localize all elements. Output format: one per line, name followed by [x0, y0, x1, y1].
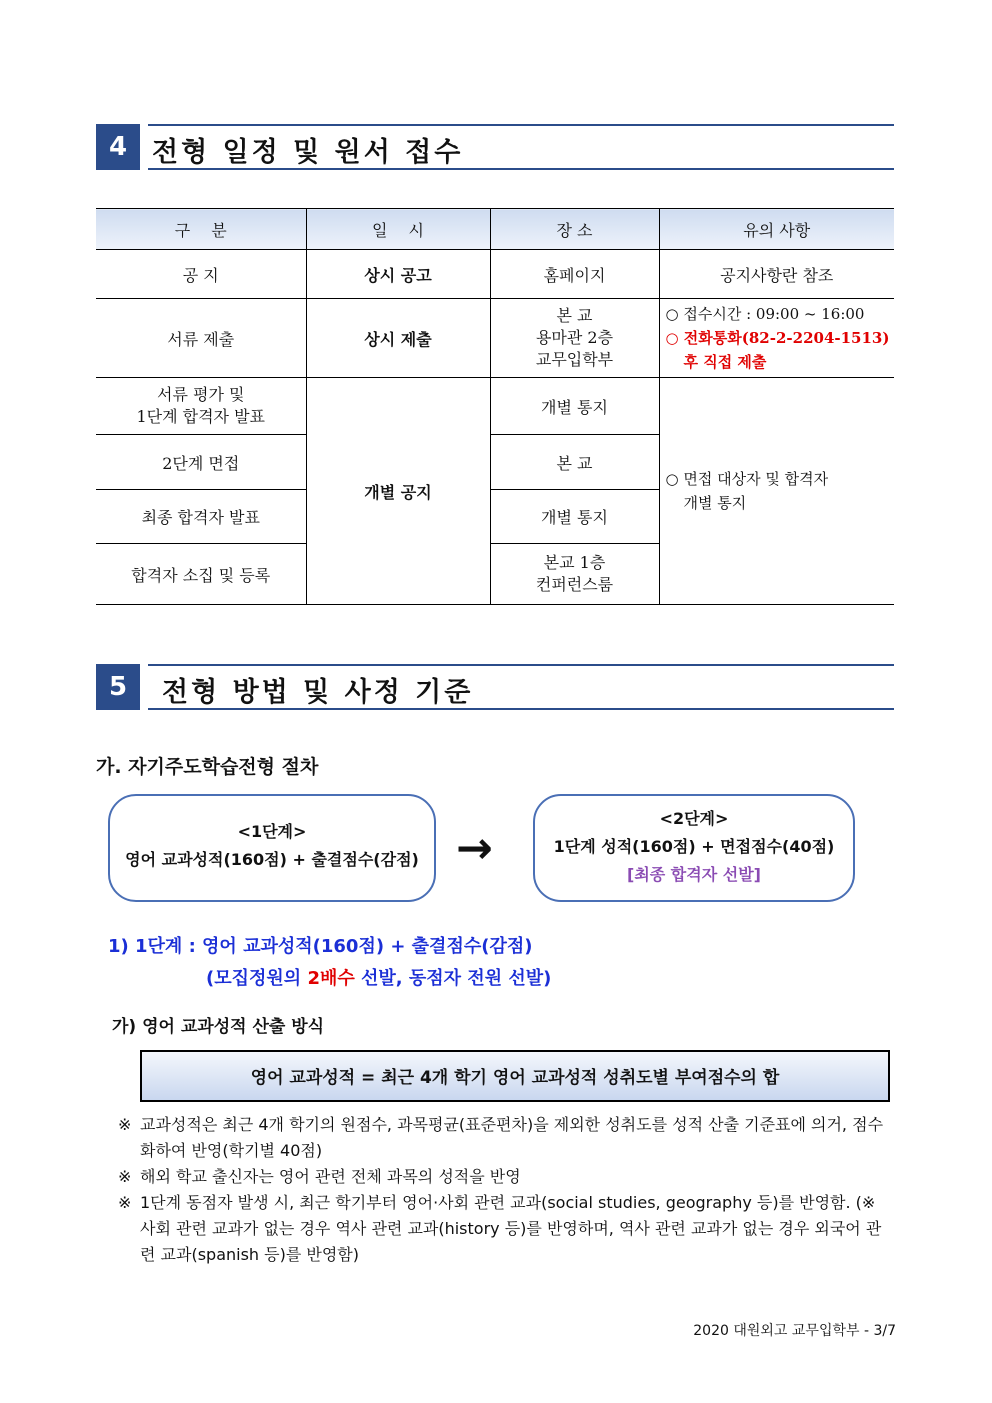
section-5-title: 전형 방법 및 사정 기준 [162, 677, 474, 708]
note-line: ○ 접수시간 : 09:00 ~ 16:00 [665, 305, 865, 323]
cell-category: 최종 합격자 발표 [96, 490, 306, 544]
page-footer: 2020 대원외고 교무입학부 - 3/7 [693, 1323, 896, 1339]
table-row [96, 250, 894, 299]
note-line: ○ 면접 대상자 및 합격자 [665, 470, 829, 488]
place-line: 교무입학부 [535, 350, 614, 369]
step-1-paren-suffix: 선발, 동점자 전원 선발) [354, 968, 552, 989]
category-line: 서류 평가 및 [157, 385, 245, 404]
stage-2-title: <2단계> [659, 809, 729, 828]
step-1-label: 1) 1단계 : 영어 교과성적(160점) + 출결점수(감점) [108, 936, 533, 957]
cell-category: 합격자 소집 및 등록 [96, 544, 306, 605]
cell-place: 개별 통지 [490, 378, 659, 435]
cell-category [96, 378, 306, 435]
note-text: 교과성적은 최근 4개 학기의 원점수, 과목평균(표준편차)을 제외한 성취도를 성적 산출 기준표에 의거, 점수화하여 반영(학기별 40점) [140, 1115, 884, 1160]
cell-place: 본 교 [490, 435, 659, 490]
header-category: 구 분 [96, 209, 306, 250]
note-mark: ※ [118, 1193, 132, 1212]
step-1-paren [206, 964, 551, 990]
place-line: 본 교 [556, 306, 593, 325]
note-line-phone: ○ 전화통화(82-2-2204-1513) [665, 329, 890, 347]
stage-1-box [108, 794, 436, 902]
arrow-right-icon: → [456, 823, 493, 874]
cell-place: 홈페이지 [490, 250, 659, 299]
cell-note [659, 299, 894, 378]
section-4-number: 4 [96, 124, 140, 170]
stage-2-box [533, 794, 855, 902]
cell-note-merged [659, 378, 894, 605]
cell-category: 2단계 면접 [96, 435, 306, 490]
cell-note: 공지사항란 참조 [659, 250, 894, 299]
header-datetime: 일 시 [306, 209, 490, 250]
note-mark: ※ [118, 1167, 132, 1186]
subheading-calc: 가) 영어 교과성적 산출 방식 [112, 1017, 325, 1037]
header-place: 장 소 [490, 209, 659, 250]
step-1-highlight: 2배수 [307, 968, 355, 989]
cell-place [490, 299, 659, 378]
cell-datetime-merged: 개별 공지 [306, 378, 490, 605]
header-note: 유의 사항 [659, 209, 894, 250]
place-line: 용마관 2층 [535, 328, 614, 347]
formula-box: 영어 교과성적 = 최근 4개 학기 영어 교과성적 성취도별 부여점수의 합 [140, 1050, 890, 1102]
cell-category: 서류 제출 [96, 299, 306, 378]
section-4-title: 전형 일정 및 원서 접수 [152, 137, 464, 168]
schedule-table [96, 208, 894, 605]
note-mark: ※ [118, 1115, 132, 1134]
stage-1-title: <1단계> [237, 822, 307, 841]
note-line-submit: 후 직접 제출 [683, 353, 767, 371]
place-line: 컨퍼런스룸 [535, 575, 614, 594]
cell-place: 개별 통지 [490, 490, 659, 544]
list-item [118, 1112, 894, 1164]
table-row [96, 299, 894, 378]
list-item [118, 1164, 894, 1190]
section-5-number: 5 [96, 664, 140, 710]
section-4-top-rule [148, 124, 894, 126]
category-line: 1단계 합격자 발표 [136, 407, 266, 426]
table-row [96, 378, 894, 435]
note-line: 개별 통지 [683, 494, 747, 512]
cell-datetime: 상시 제출 [306, 299, 490, 378]
cell-category: 공 지 [96, 250, 306, 299]
note-text: 해외 학교 출신자는 영어 관련 전체 과목의 성적을 반영 [140, 1167, 521, 1186]
note-text: 1단계 동점자 발생 시, 최근 학기부터 영어·사회 관련 교과(social studies, geography 등)를 반영함. (※ 사회 관련 교과가 없는 경우 역사 관련 교과(history 등)를 반영하며, 역사 관련 교과가 없는 경우 외국어 관련 교과(spanish 등)를 반영함) [140, 1193, 882, 1264]
section-5-top-rule [148, 664, 894, 666]
cell-place [490, 544, 659, 605]
subheading-procedure: 가. 자기주도학습전형 절차 [96, 756, 319, 778]
step-1-paren-prefix: (모집정원의 [206, 968, 308, 989]
place-line: 본교 1층 [543, 553, 606, 572]
section-5-bottom-rule [148, 708, 894, 710]
section-4-bottom-rule [148, 168, 894, 170]
stage-1-body: 영어 교과성적(160점) + 출결점수(감점) [125, 850, 419, 869]
list-item [118, 1190, 894, 1268]
stage-2-sub: [최종 합격자 선발] [627, 865, 761, 884]
stage-2-body: 1단계 성적(160점) + 면접점수(40점) [553, 837, 835, 856]
notes-list [118, 1112, 894, 1268]
cell-datetime: 상시 공고 [306, 250, 490, 299]
